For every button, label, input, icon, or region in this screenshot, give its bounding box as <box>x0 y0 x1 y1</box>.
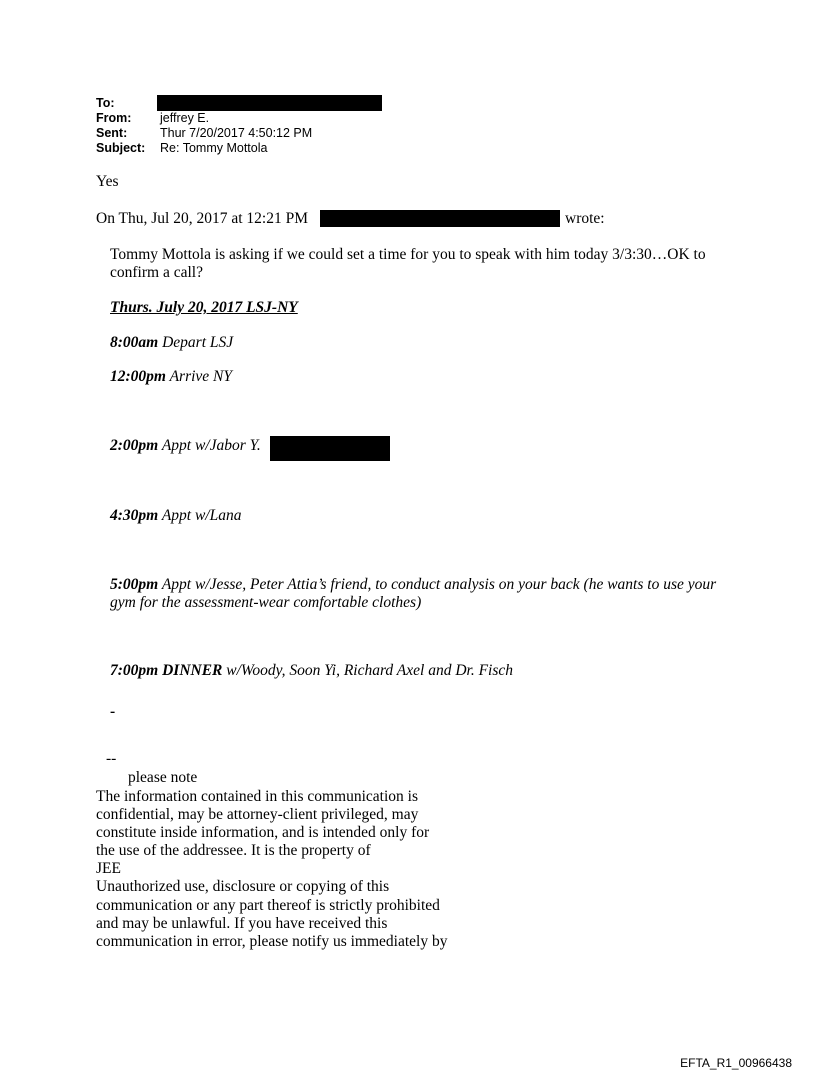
schedule-time: 12:00pm <box>110 368 166 385</box>
quote-intro-suffix: wrote: <box>565 210 605 227</box>
to-label: To: <box>96 96 115 110</box>
disclaimer-line: the use of the addressee. It is the property of <box>96 842 371 860</box>
disclaimer-line: and may be unlawful. If you have received this <box>96 914 388 932</box>
schedule-desc: Appt w/Lana <box>158 507 242 524</box>
sent-value: Thur 7/20/2017 4:50:12 PM <box>160 126 313 140</box>
quoted-message: Tommy Mottola is asking if we could set a time for you to speak with him today 3/3:30…OK to confirm a call? <box>110 246 706 281</box>
schedule-item <box>110 507 241 525</box>
schedule-item <box>110 437 261 455</box>
disclaimer-line: Unauthorized use, disclosure or copying of this <box>96 878 390 896</box>
confidentiality-disclaimer <box>96 788 496 951</box>
schedule-item <box>110 334 233 352</box>
subject-label: Subject: <box>96 141 146 155</box>
from-label: From: <box>96 111 132 125</box>
quoted-dash: - <box>110 703 116 720</box>
document-id: EFTA_R1_00966438 <box>680 1056 792 1070</box>
disclaimer-line: communication in error, please notify us immediately by <box>96 932 448 950</box>
schedule-item <box>110 576 720 612</box>
schedule-time: 5:00pm <box>110 576 159 593</box>
sent-label: Sent: <box>96 126 128 140</box>
redaction-to-recipient <box>157 95 382 111</box>
schedule-desc: Arrive NY <box>165 368 232 385</box>
schedule-time: 2:00pm <box>110 437 159 454</box>
schedule-desc: Appt w/Jesse, Peter Attia’s friend, to conduct analysis on your back (he wants to use your gym for the assessment-wear comfortable clothes) <box>110 576 717 611</box>
disclaimer-line: confidential, may be attorney-client privileged, may <box>96 806 419 824</box>
schedule-dinner-label: DINNER <box>158 662 223 679</box>
schedule-time: 4:30pm <box>110 507 159 524</box>
schedule-item <box>110 662 513 680</box>
schedule-desc: Appt w/Jabor Y. <box>158 437 261 454</box>
quote-intro-prefix: On Thu, Jul 20, 2017 at 12:21 PM <box>96 210 308 227</box>
redaction-appt-name <box>270 436 390 461</box>
from-value: jeffrey E. <box>160 111 210 125</box>
schedule-item <box>110 368 232 386</box>
schedule-desc: w/Woody, Soon Yi, Richard Axel and Dr. Fisch <box>222 662 514 679</box>
subject-value: Re: Tommy Mottola <box>160 141 268 155</box>
schedule-desc: Depart LSJ <box>158 334 234 351</box>
redaction-sender <box>320 210 560 227</box>
signature-note: please note <box>128 769 198 786</box>
disclaimer-line: communication or any part thereof is strictly prohibited <box>96 896 440 914</box>
reply-text: Yes <box>96 173 119 190</box>
signature-separator: -- <box>106 750 117 767</box>
disclaimer-line: constitute inside information, and is intended only for <box>96 824 430 842</box>
schedule-time: 7:00pm <box>110 662 159 679</box>
schedule-title: Thurs. July 20, 2017 LSJ-NY <box>110 299 298 316</box>
disclaimer-line: The information contained in this communication is <box>96 788 418 805</box>
disclaimer-line: JEE <box>96 860 121 878</box>
schedule-time: 8:00am <box>110 334 159 351</box>
